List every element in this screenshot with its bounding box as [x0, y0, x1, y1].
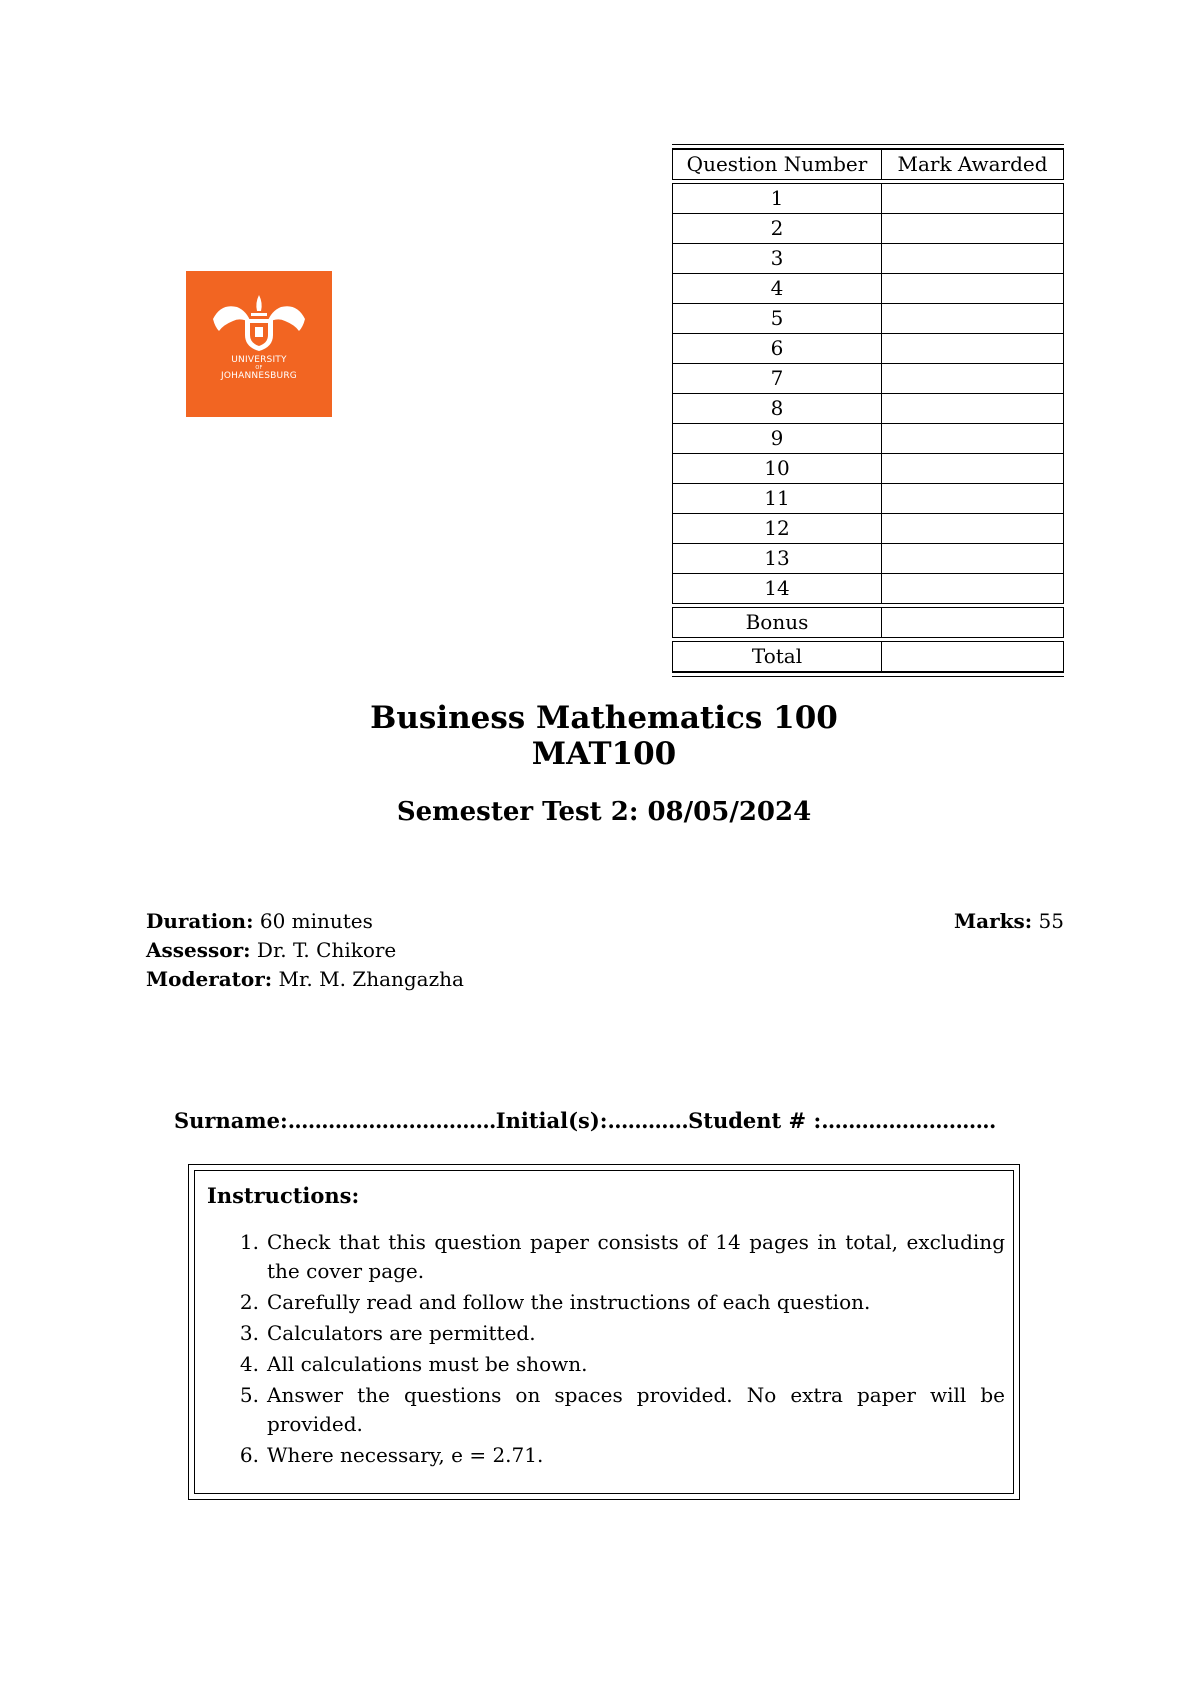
initials-field[interactable]: ............: [607, 1108, 689, 1133]
mark-awarded-cell[interactable]: [882, 454, 1064, 484]
mark-awarded-cell[interactable]: [882, 304, 1064, 334]
question-number-cell: 4: [673, 274, 882, 304]
student-number-field[interactable]: ..........................: [821, 1108, 996, 1133]
question-row: [673, 394, 1064, 424]
mark-awarded-cell[interactable]: [882, 334, 1064, 364]
surname-label: Surname:: [174, 1108, 288, 1133]
mark-awarded-cell[interactable]: [882, 244, 1064, 274]
instructions-box: [188, 1164, 1020, 1500]
duration: Duration: 60 minutes: [146, 909, 373, 933]
question-number-cell: 14: [673, 574, 882, 604]
question-number-cell: 3: [673, 244, 882, 274]
instruction-number: 1.: [239, 1230, 259, 1254]
instruction-number: 4.: [239, 1352, 259, 1376]
question-row: [673, 574, 1064, 604]
instruction-text: Where necessary, e = 2.71.: [267, 1443, 544, 1467]
course-title: Business Mathematics 100: [370, 700, 838, 736]
instruction-text: Calculators are permitted.: [267, 1321, 536, 1345]
mark-awarded-cell[interactable]: [882, 424, 1064, 454]
mark-awarded-cell[interactable]: [882, 514, 1064, 544]
question-number-cell: 6: [673, 334, 882, 364]
instruction-item: [207, 1350, 1005, 1379]
question-row: [673, 544, 1064, 574]
question-row: [673, 274, 1064, 304]
initials-label: Initial(s):: [495, 1108, 608, 1133]
question-number-cell: 9: [673, 424, 882, 454]
question-row: [673, 244, 1064, 274]
question-number-cell: 5: [673, 304, 882, 334]
mark-awarded-cell[interactable]: [882, 394, 1064, 424]
instruction-number: 6.: [239, 1443, 259, 1467]
instruction-item: [207, 1288, 1005, 1317]
question-number-cell: 13: [673, 544, 882, 574]
total-label: Total: [673, 642, 882, 672]
mark-awarded-cell[interactable]: [882, 214, 1064, 244]
marks-table: [672, 144, 1064, 677]
bonus-mark-cell[interactable]: [882, 608, 1064, 638]
course-code: MAT100: [531, 736, 677, 772]
instruction-item: [207, 1319, 1005, 1348]
student-number-label: Student # :: [688, 1108, 822, 1133]
total-mark-cell[interactable]: [882, 642, 1064, 672]
question-row: [673, 304, 1064, 334]
moderator: Moderator: Mr. M. Zhangazha: [146, 967, 464, 991]
question-row: [673, 484, 1064, 514]
question-row: [673, 184, 1064, 214]
question-row: [673, 424, 1064, 454]
question-row: [673, 454, 1064, 484]
bonus-row: [673, 608, 1064, 638]
bonus-label: Bonus: [673, 608, 882, 638]
assessor: Assessor: Dr. T. Chikore: [146, 938, 397, 962]
instruction-number: 5.: [239, 1383, 259, 1407]
question-number-cell: 8: [673, 394, 882, 424]
instructions-title: Instructions:: [207, 1183, 360, 1208]
surname-field[interactable]: ...............................: [287, 1108, 496, 1133]
question-number-cell: 12: [673, 514, 882, 544]
total-row: [673, 642, 1064, 672]
marks: Marks: 55: [954, 909, 1064, 933]
instruction-text: All calculations must be shown.: [267, 1352, 588, 1376]
instruction-item: [207, 1441, 1005, 1470]
title-block: [0, 700, 1200, 828]
student-details-line: [174, 1108, 1044, 1133]
test-title: Semester Test 2: 08/05/2024: [396, 797, 812, 827]
test-info: [146, 907, 1064, 994]
mark-awarded-cell[interactable]: [882, 274, 1064, 304]
bottom-rule: [672, 672, 1064, 677]
crest-icon: [207, 293, 311, 355]
mark-awarded-cell[interactable]: [882, 574, 1064, 604]
question-number-header: Question Number: [673, 150, 882, 180]
question-number-cell: 7: [673, 364, 882, 394]
instruction-number: 3.: [239, 1321, 259, 1345]
logo-text: UNIVERSITY OF JOHANNESBURG: [221, 355, 297, 381]
question-row: [673, 214, 1064, 244]
university-logo: [186, 271, 332, 417]
mark-awarded-cell[interactable]: [882, 544, 1064, 574]
question-number-cell: 10: [673, 454, 882, 484]
question-row: [673, 514, 1064, 544]
question-row: [673, 334, 1064, 364]
instruction-item: [207, 1228, 1005, 1286]
instruction-number: 2.: [239, 1290, 259, 1314]
question-row: [673, 364, 1064, 394]
question-number-cell: 2: [673, 214, 882, 244]
mark-awarded-cell[interactable]: [882, 484, 1064, 514]
instructions-list: [207, 1228, 1005, 1470]
mark-awarded-header: Mark Awarded: [882, 150, 1064, 180]
mark-awarded-cell[interactable]: [882, 364, 1064, 394]
question-number-cell: 11: [673, 484, 882, 514]
instruction-text: Carefully read and follow the instructions of each question.: [267, 1290, 871, 1314]
instruction-item: [207, 1381, 1005, 1439]
instruction-text: Answer the questions on spaces provided. No extra paper will be provided.: [267, 1383, 1005, 1436]
question-number-cell: 1: [673, 184, 882, 214]
instruction-text: Check that this question paper consists of 14 pages in total, excluding the cover page.: [267, 1230, 1005, 1283]
marks-header-row: [673, 150, 1064, 180]
mark-awarded-cell[interactable]: [882, 184, 1064, 214]
